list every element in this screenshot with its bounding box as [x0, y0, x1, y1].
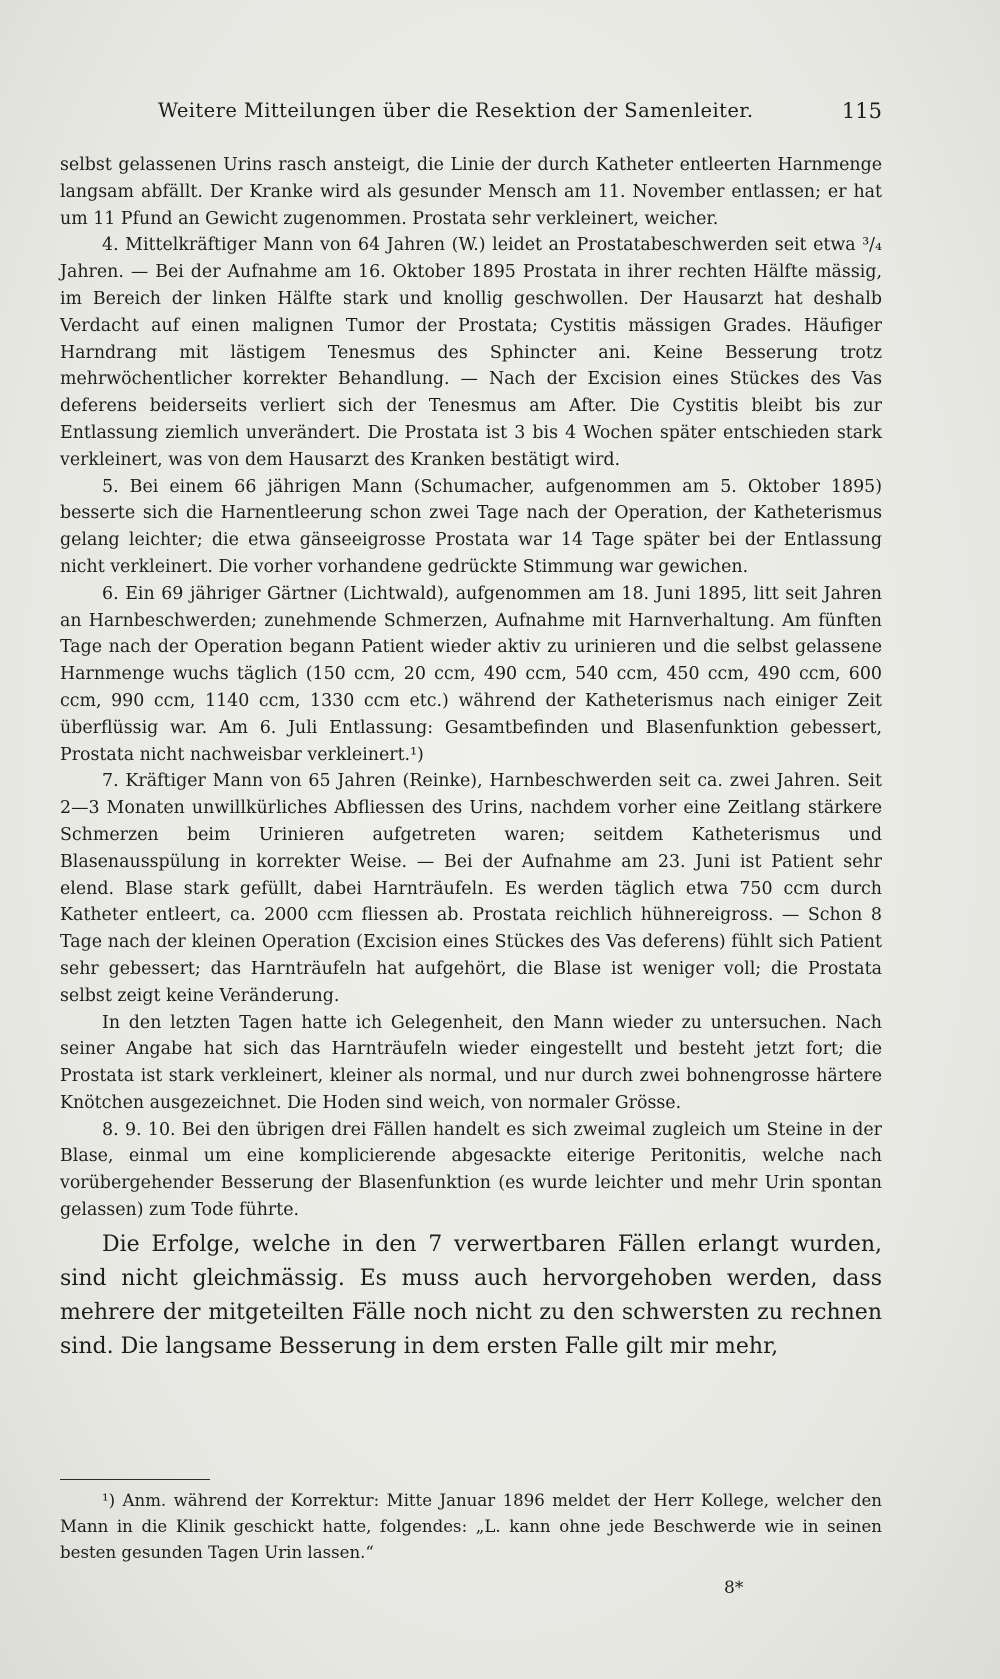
- paragraph-followup: In den letzten Tagen hatte ich Gelegenheit, den Mann wieder zu untersuchen. Nach seiner Angabe hat sich das Harnträufeln wieder eingestellt und besteht jetzt fort; die Prostata ist stark verkleinert, kleiner als normal, und nur durch zwei bohnengrosse härtere Knötchen ausgezeichnet. Die Hoden sind weich, von normaler Grösse.: [60, 1012, 882, 1113]
- paragraph-continuation: selbst gelassenen Urins rasch ansteigt, die Linie der durch Katheter entleerten Harnmenge langsam abfällt. Der Kranke wird als gesunder Mensch am 11. November entlassen; er hat um 11 Pfund an Gewicht zugenommen. Prostata sehr verkleinert, weicher.: [60, 155, 882, 229]
- paragraph-case-4: 4. Mittelkräftiger Mann von 64 Jahren (W.) leidet an Prostatabeschwerden seit etwa ³/₄ Jahren. — Bei der Aufnahme am 16. Oktober 1895 Prostata in ihrer rechten Hälfte mässig, im Bereich der linken Hälfte stark und knollig geschwollen. Der Hausarzt hat deshalb Verdacht auf einen malignen Tumor der Prostata; Cystitis mässigen Grades. Häufiger Harndrang mit lästigem Tenesmus des Sphincter ani. Keine Besserung trotz mehrwöchentlicher korrekter Behandlung. — Nach der Excision eines Stückes des Vas deferens beiderseits verliert sich der Tenesmus am After. Die Cystitis bleibt bis zur Entlassung ziemlich unverändert. Die Prostata ist 3 bis 4 Wochen später entschieden stark verkleinert, was von dem Hausarzt des Kranken bestätigt wird.: [60, 235, 882, 470]
- paragraph-case-7: 7. Kräftiger Mann von 65 Jahren (Reinke), Harnbeschwerden seit ca. zwei Jahren. Seit 2—3 Monaten unwillkürliches Abfliessen des Urins, nachdem vorher eine Zeitlang stärkere Schmerzen beim Urinieren aufgetreten waren; seitdem Katheterismus und Blasenausspülung in korrekter Weise. — Bei der Aufnahme am 23. Juni ist Patient sehr elend. Blase stark gefüllt, dabei Harnträufeln. Es werden täglich etwa 750 ccm durch Katheter entleert, ca. 2000 ccm fliessen ab. Prostata reichlich hühnereigross. — Schon 8 Tage nach der kleinen Operation (Excision eines Stückes des Vas deferens) fühlt sich Patient sehr gebessert; das Harnträufeln hat aufgehört, die Blase ist weniger voll; die Prostata selbst zeigt keine Veränderung.: [60, 771, 882, 1006]
- paragraph-case-5: 5. Bei einem 66 jährigen Mann (Schumacher, aufgenommen am 5. Oktober 1895) besserte sich die Harnentleerung schon zwei Tage nach der Operation, der Katheterismus gelang leichter; die etwa gänseeigrosse Prostata war 14 Tage später bei der Entlassung nicht verkleinert. Die vorher vorhandene gedrückte Stimmung war gewichen.: [60, 476, 882, 577]
- page-header: [60, 99, 882, 133]
- body-text: [60, 152, 882, 1364]
- signature-mark: 8*: [724, 1578, 744, 1598]
- paragraph-results: Die Erfolge, welche in den 7 verwertbaren Fällen erlangt wurden, sind nicht gleichmässig. Es muss auch hervorgehoben werden, dass mehrere der mitgeteilten Fälle noch nicht zu den schwersten zu rechnen sind. Die langsame Besserung in dem ersten Falle gilt mir mehr,: [60, 1231, 882, 1359]
- running-title: Weitere Mitteilungen über die Resektion der Samenleiter.: [158, 99, 754, 122]
- page-number: 115: [841, 99, 882, 123]
- footnote-divider: [60, 1479, 210, 1480]
- paragraph-case-6: 6. Ein 69 jähriger Gärtner (Lichtwald), aufgenommen am 18. Juni 1895, litt seit Jahren an Harnbeschwerden; zunehmende Schmerzen, Aufnahme mit Harnverhaltung. Am fünften Tage nach der Operation begann Patient wieder aktiv zu urinieren und die selbst gelassene Harnmenge wuchs täglich (150 ccm, 20 ccm, 490 ccm, 540 ccm, 450 ccm, 490 ccm, 600 ccm, 990 ccm, 1140 ccm, 1330 ccm etc.) während der Katheterismus nach einiger Zeit überflüssig war. Am 6. Juli Entlassung: Gesamtbefinden und Blasenfunktion gebessert, Prostata nicht nachweisbar verkleinert.¹): [60, 583, 882, 765]
- footnote-area: [60, 1488, 882, 1566]
- footnote: ¹) Anm. während der Korrektur: Mitte Januar 1896 meldet der Herr Kollege, welcher den Mann in die Klinik geschickt hatte, folgendes: „L. kann ohne jede Beschwerde wie in seinen besten gesunden Tagen Urin lassen.“: [60, 1491, 882, 1562]
- paragraph-cases-8-10: 8. 9. 10. Bei den übrigen drei Fällen handelt es sich zweimal zugleich um Steine in der Blase, einmal um eine komplicierende abgesackte eiterige Peritonitis, welche nach vorübergehender Besserung der Blasenfunktion (es wurde leichter und mehr Urin spontan gelassen) zum Tode führte.: [60, 1119, 882, 1221]
